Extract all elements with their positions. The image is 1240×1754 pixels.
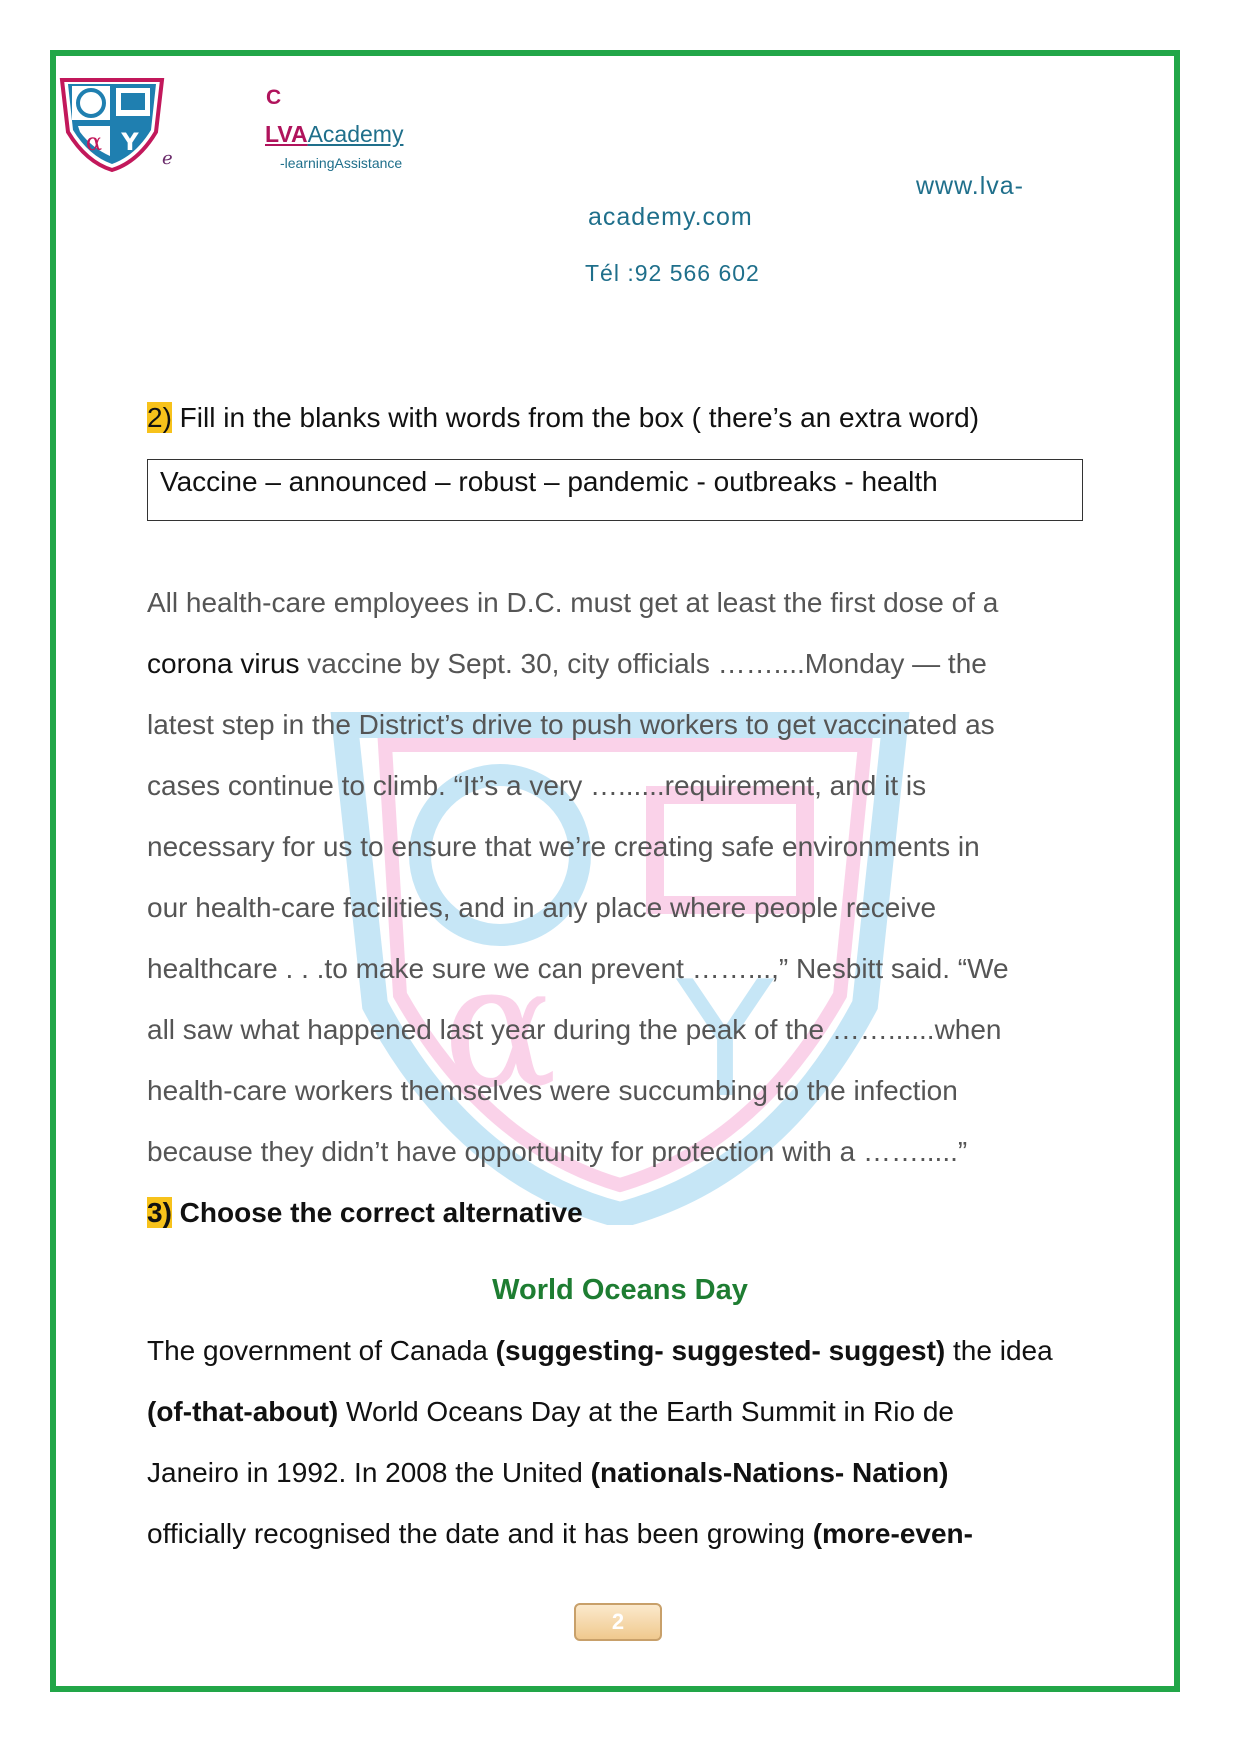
- website-part1: www.lva-: [916, 172, 1025, 200]
- exercise3-text: World Oceans Day at the Earth Summit in Rio de: [338, 1396, 955, 1427]
- brand-tagline: -learningAssistance: [280, 155, 403, 171]
- passage-line: health-care workers themselves were succumbing to the infection: [147, 1075, 958, 1106]
- phone-number: Tél :92 566 602: [585, 260, 760, 286]
- exercise3-options: (nationals-Nations- Nation): [590, 1457, 949, 1488]
- svg-text:Y: Y: [676, 946, 774, 1133]
- website-part2: academy.com: [588, 203, 753, 231]
- exercise3-number: 3): [147, 1197, 172, 1228]
- brand-initial: C: [266, 86, 282, 109]
- exercise2-instruction: Fill in the blanks with words from the box ( there’s an extra word): [171, 402, 980, 433]
- exercise3-text: The government of Canada: [147, 1335, 496, 1366]
- exercise3-line: [147, 1518, 973, 1550]
- exercise3-options: (more-even-: [812, 1518, 973, 1549]
- exercise3-text: the idea: [945, 1335, 1053, 1366]
- passage-line: latest step in the District’s drive to push workers to get vaccinated as: [147, 709, 995, 740]
- passage-line: because they didn’t have opportunity for protection with a …….....”: [147, 1136, 968, 1167]
- passage-term: corona virus: [147, 648, 300, 679]
- exercise3-line: [147, 1335, 1053, 1367]
- exercise3-text: Janeiro in 1992. In 2008 the United: [147, 1457, 591, 1488]
- svg-text:α: α: [442, 928, 558, 1126]
- passage-line: necessary for us to ensure that we’re creating safe environments in: [147, 831, 980, 862]
- passage-line: all saw what happened last year during the peak of the ……......when: [147, 1014, 1002, 1045]
- exercise3-heading: [147, 1197, 583, 1229]
- brand-name: [265, 121, 403, 148]
- svg-text:Y: Y: [121, 128, 139, 156]
- passage-line: cases continue to climb. “It’s a very …......requirement, and it is: [147, 770, 927, 801]
- exercise3-options: (of-that-about): [147, 1396, 339, 1427]
- passage-line: [147, 648, 987, 680]
- passage-line: healthcare . . .to make sure we can prevent ……...,” Nesbitt said. “We: [147, 953, 1009, 984]
- passage-line: All health-care employees in D.C. must get at least the first dose of a: [147, 587, 999, 618]
- exercise2-heading: [147, 402, 979, 434]
- logo-e-mark: e: [162, 148, 173, 169]
- exercise2-number: 2): [147, 402, 172, 433]
- svg-text:α: α: [85, 128, 103, 156]
- page-number: 2: [574, 1603, 662, 1641]
- passage-text: vaccine by Sept. 30, city officials ……....Monday — the: [299, 648, 987, 679]
- exercise3-options: (suggesting- suggested- suggest): [495, 1335, 946, 1366]
- exercise3-text: officially recognised the date and it has been growing: [147, 1518, 813, 1549]
- exercise3-line: [147, 1396, 954, 1428]
- brand-lva: LVA: [265, 121, 308, 147]
- exercise3-line: [147, 1457, 948, 1489]
- academy-logo: [58, 76, 166, 172]
- word-box: Vaccine – announced – robust – pandemic - outbreaks - health: [147, 459, 1083, 521]
- passage-title: World Oceans Day: [492, 1274, 748, 1306]
- brand-academy: Academy: [307, 121, 404, 147]
- exercise3-instruction: Choose the correct alternative: [171, 1197, 583, 1228]
- passage-line: our health-care facilities, and in any place where people receive: [147, 892, 937, 923]
